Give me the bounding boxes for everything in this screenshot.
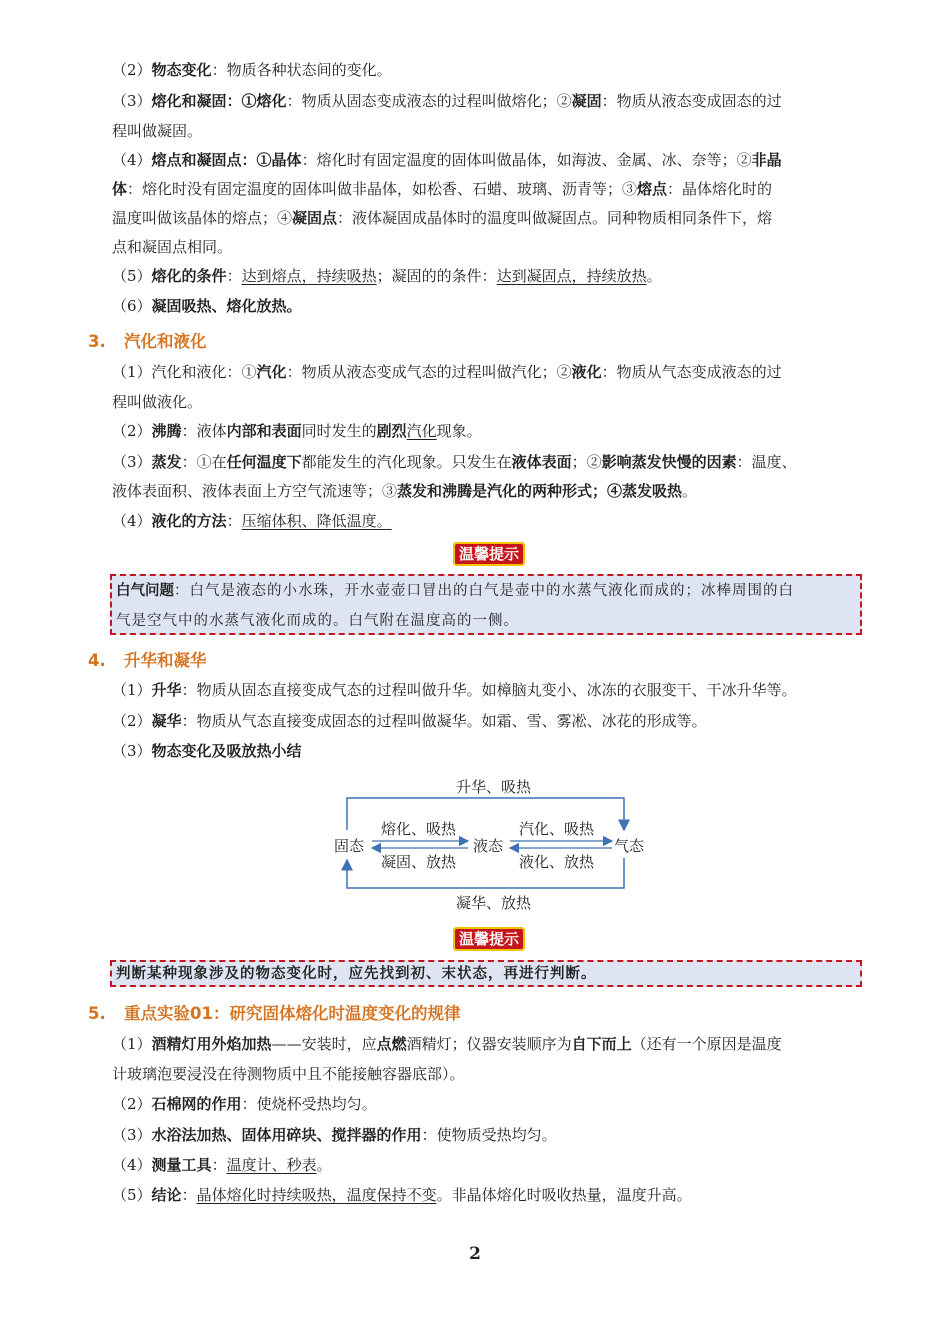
para-vaporization-cont: 程叫做液化。 (112, 393, 203, 411)
label-deposition: 凝华、放热 (456, 894, 532, 912)
label-melting: 熔化、吸热 (381, 820, 457, 838)
node-gas: 气态 (614, 837, 645, 855)
tip-badge: 温馨提示 (453, 542, 525, 566)
para-evaporation-cont: 液体表面积、液体表面上方空气流速等；③蒸发和沸腾是汽化的两种形式；④蒸发吸热。 (112, 482, 698, 500)
para-liquefaction-methods: （4）液化的方法：压缩体积、降低温度。 (112, 512, 392, 530)
para-melting-point: （4）熔点和凝固点：①晶体：熔化时有固定温度的固体叫做晶体，如海波、金属、冰、奈等；②非晶 (112, 151, 782, 169)
section-heading-5: 5. 重点实验01：研究固体熔化时温度变化的规律 (88, 1004, 461, 1023)
para-asbestos-net: （2）石棉网的作用：使烧杯受热均匀。 (112, 1095, 377, 1113)
para-alcohol-lamp-cont: 计玻璃泡要浸没在待测物质中且不能接触容器底部）。 (112, 1065, 465, 1083)
node-liquid: 液态 (473, 837, 504, 855)
tip-badge-2: 温馨提示 (453, 927, 525, 951)
para-vaporization: （1）汽化和液化：①汽化：物质从液态变成气态的过程叫做汽化；②液化：物质从气态变成液态的过 (112, 363, 782, 381)
para-summary-title: （3）物态变化及吸放热小结 (112, 742, 302, 760)
section-heading-3: 3. 汽化和液化 (88, 332, 207, 351)
para-melting-solidifying: （3）熔化和凝固：①熔化：物质从固态变成液态的过程叫做熔化；②凝固：物质从液态变成固态的过 (112, 92, 782, 110)
para-melting-point-4: 点和凝固点相同。 (112, 238, 233, 256)
label-sublimation: 升华、吸热 (456, 778, 532, 796)
para-melting-solidifying-cont: 程叫做凝固。 (112, 122, 203, 140)
para-melting-conditions: （5）熔化的条件：达到熔点，持续吸热；凝固的的条件：达到凝固点，持续放热。 (112, 267, 662, 285)
para-deposition: （2）凝华：物质从气态直接变成固态的过程叫做凝华。如霜、雪、雾凇、冰花的形成等。 (112, 712, 707, 730)
para-sublimation: （1）升华：物质从固态直接变成气态的过程叫做升华。如樟脑丸变小、冰冻的衣服变干、干冰升华等。 (112, 681, 797, 699)
label-condensation: 液化、放热 (519, 853, 595, 871)
para-melting-point-2: 体：熔化时没有固定温度的固体叫做非晶体，如松香、石蜡、玻璃、沥青等；③熔点：晶体熔化时的 (112, 180, 773, 198)
node-solid: 固态 (334, 837, 365, 855)
para-evaporation: （3）蒸发：①在任何温度下都能发生的汽化现象。只发生在液体表面；②影响蒸发快慢的因素：温度、 (112, 453, 797, 471)
label-freezing: 凝固、放热 (381, 853, 457, 871)
tip-box-white-gas: 白气问题：白气是液态的小水珠，开水壶壶口冒出的白气是壶中的水蒸气液化而成的；冰棒周围的白 气是空气中的水蒸气液化而成的。白气附在温度高的一侧。 (110, 574, 862, 635)
para-water-bath: （3）水浴法加热、固体用碎块、搅拌器的作用：使物质受热均匀。 (112, 1126, 557, 1144)
para-conclusion: （5）结论：晶体熔化时持续吸热，温度保持不变。非晶体熔化时吸收热量，温度升高。 (112, 1186, 692, 1204)
para-tools: （4）测量工具：温度计、秒表。 (112, 1156, 332, 1174)
para-heat-exchange: （6）凝固吸热、熔化放热。 (112, 297, 302, 315)
page-number: 2 (469, 1244, 481, 1264)
para-alcohol-lamp: （1）酒精灯用外焰加热——安装时，应点燃酒精灯；仪器安装顺序为自下而上（还有一个原因是温度 (112, 1035, 782, 1053)
para-melting-point-3: 温度叫做该晶体的熔点；④凝固点：液体凝固成晶体时的温度叫做凝固点。同种物质相同条件下，熔 (112, 209, 773, 227)
para-state-change: （2）物态变化：物质各种状态间的变化。 (112, 61, 392, 79)
para-boiling: （2）沸腾：液体内部和表面同时发生的剧烈汽化现象。 (112, 422, 482, 440)
label-vaporization: 汽化、吸热 (519, 820, 595, 838)
tip-box-judgement: 判断某种现象涉及的物态变化时，应先找到初、末状态，再进行判断。 (110, 960, 862, 987)
state-change-diagram (330, 772, 660, 917)
section-heading-4: 4. 升华和凝华 (88, 651, 207, 670)
